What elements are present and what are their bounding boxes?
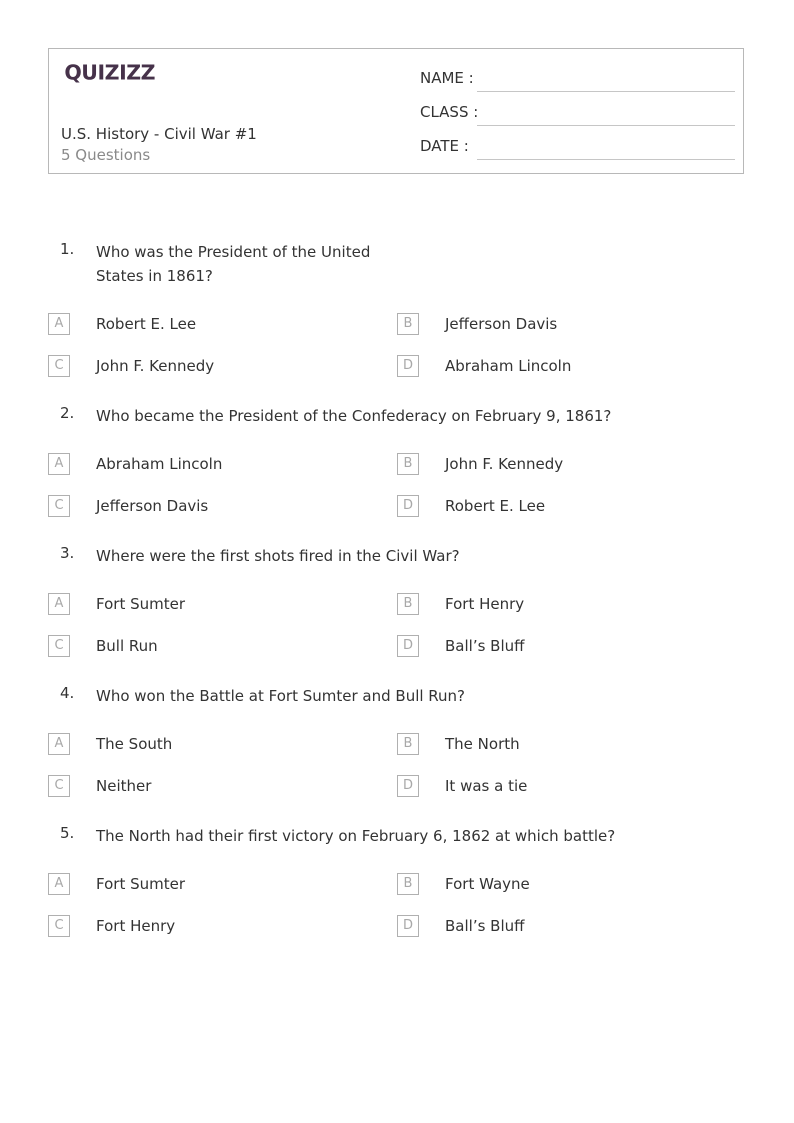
option-letter-box: C <box>48 915 70 937</box>
worksheet-title: U.S. History - Civil War #1 <box>61 125 257 143</box>
option-text: Jefferson Davis <box>445 315 558 333</box>
option-letter-box: D <box>397 915 419 937</box>
quizizz-logo <box>61 59 161 87</box>
option-text: Fort Henry <box>96 917 176 935</box>
date-line[interactable] <box>477 159 735 160</box>
option-text: Jefferson Davis <box>96 497 209 515</box>
class-field[interactable] <box>420 103 735 127</box>
option-letter-box: A <box>48 313 70 335</box>
option-text: John F. Kennedy <box>445 455 564 473</box>
question-text: The North had their first victory on February 6, 1862 at which battle? <box>96 827 616 845</box>
option-text: Ball’s Bluff <box>445 637 525 655</box>
name-line[interactable] <box>477 91 735 92</box>
option-letter-box: A <box>48 593 70 615</box>
question-number: 3. <box>60 544 75 562</box>
class-line[interactable] <box>477 125 735 126</box>
option-letter-box: D <box>397 355 419 377</box>
question-text: Who became the President of the Confederacy on February 9, 1861? <box>96 407 612 425</box>
option-letter-box: C <box>48 635 70 657</box>
option-letter-box: B <box>397 873 419 895</box>
option-letter-box: C <box>48 775 70 797</box>
option-text: Abraham Lincoln <box>96 455 223 473</box>
question-number: 4. <box>60 684 75 702</box>
option-text: Fort Wayne <box>445 875 530 893</box>
option-text: Fort Sumter <box>96 595 186 613</box>
option-text: The North <box>445 735 520 753</box>
question-text: Where were the first shots fired in the Civil War? <box>96 547 460 565</box>
option-letter-box: D <box>397 775 419 797</box>
question-text: Who won the Battle at Fort Sumter and Bull Run? <box>96 687 466 705</box>
svg-text:QUIZIZZ: QUIZIZZ <box>64 60 156 85</box>
option-letter-box: C <box>48 355 70 377</box>
date-field[interactable] <box>420 137 735 161</box>
option-text: Ball’s Bluff <box>445 917 525 935</box>
name-field[interactable] <box>420 69 735 93</box>
name-label: NAME : <box>420 69 474 87</box>
option-text: Abraham Lincoln <box>445 357 572 375</box>
option-letter-box: A <box>48 733 70 755</box>
option-text: Robert E. Lee <box>445 497 546 515</box>
option-letter-box: B <box>397 453 419 475</box>
question-number: 1. <box>60 240 75 258</box>
option-text: Fort Sumter <box>96 875 186 893</box>
question-count: 5 Questions <box>61 146 151 164</box>
class-label: CLASS : <box>420 103 479 121</box>
option-letter-box: A <box>48 873 70 895</box>
date-label: DATE : <box>420 137 469 155</box>
option-text: John F. Kennedy <box>96 357 215 375</box>
option-text: Fort Henry <box>445 595 525 613</box>
question-number: 2. <box>60 404 75 422</box>
option-letter-box: D <box>397 495 419 517</box>
option-letter-box: B <box>397 313 419 335</box>
option-text: Neither <box>96 777 152 795</box>
option-letter-box: C <box>48 495 70 517</box>
question-number: 5. <box>60 824 75 842</box>
worksheet-header <box>48 48 744 174</box>
question-text: Who was the President of the United States in 1861? <box>96 243 371 285</box>
option-text: Bull Run <box>96 637 158 655</box>
option-letter-box: B <box>397 593 419 615</box>
option-letter-box: D <box>397 635 419 657</box>
option-letter-box: B <box>397 733 419 755</box>
option-letter-box: A <box>48 453 70 475</box>
option-text: The South <box>96 735 173 753</box>
option-text: It was a tie <box>445 777 528 795</box>
option-text: Robert E. Lee <box>96 315 197 333</box>
